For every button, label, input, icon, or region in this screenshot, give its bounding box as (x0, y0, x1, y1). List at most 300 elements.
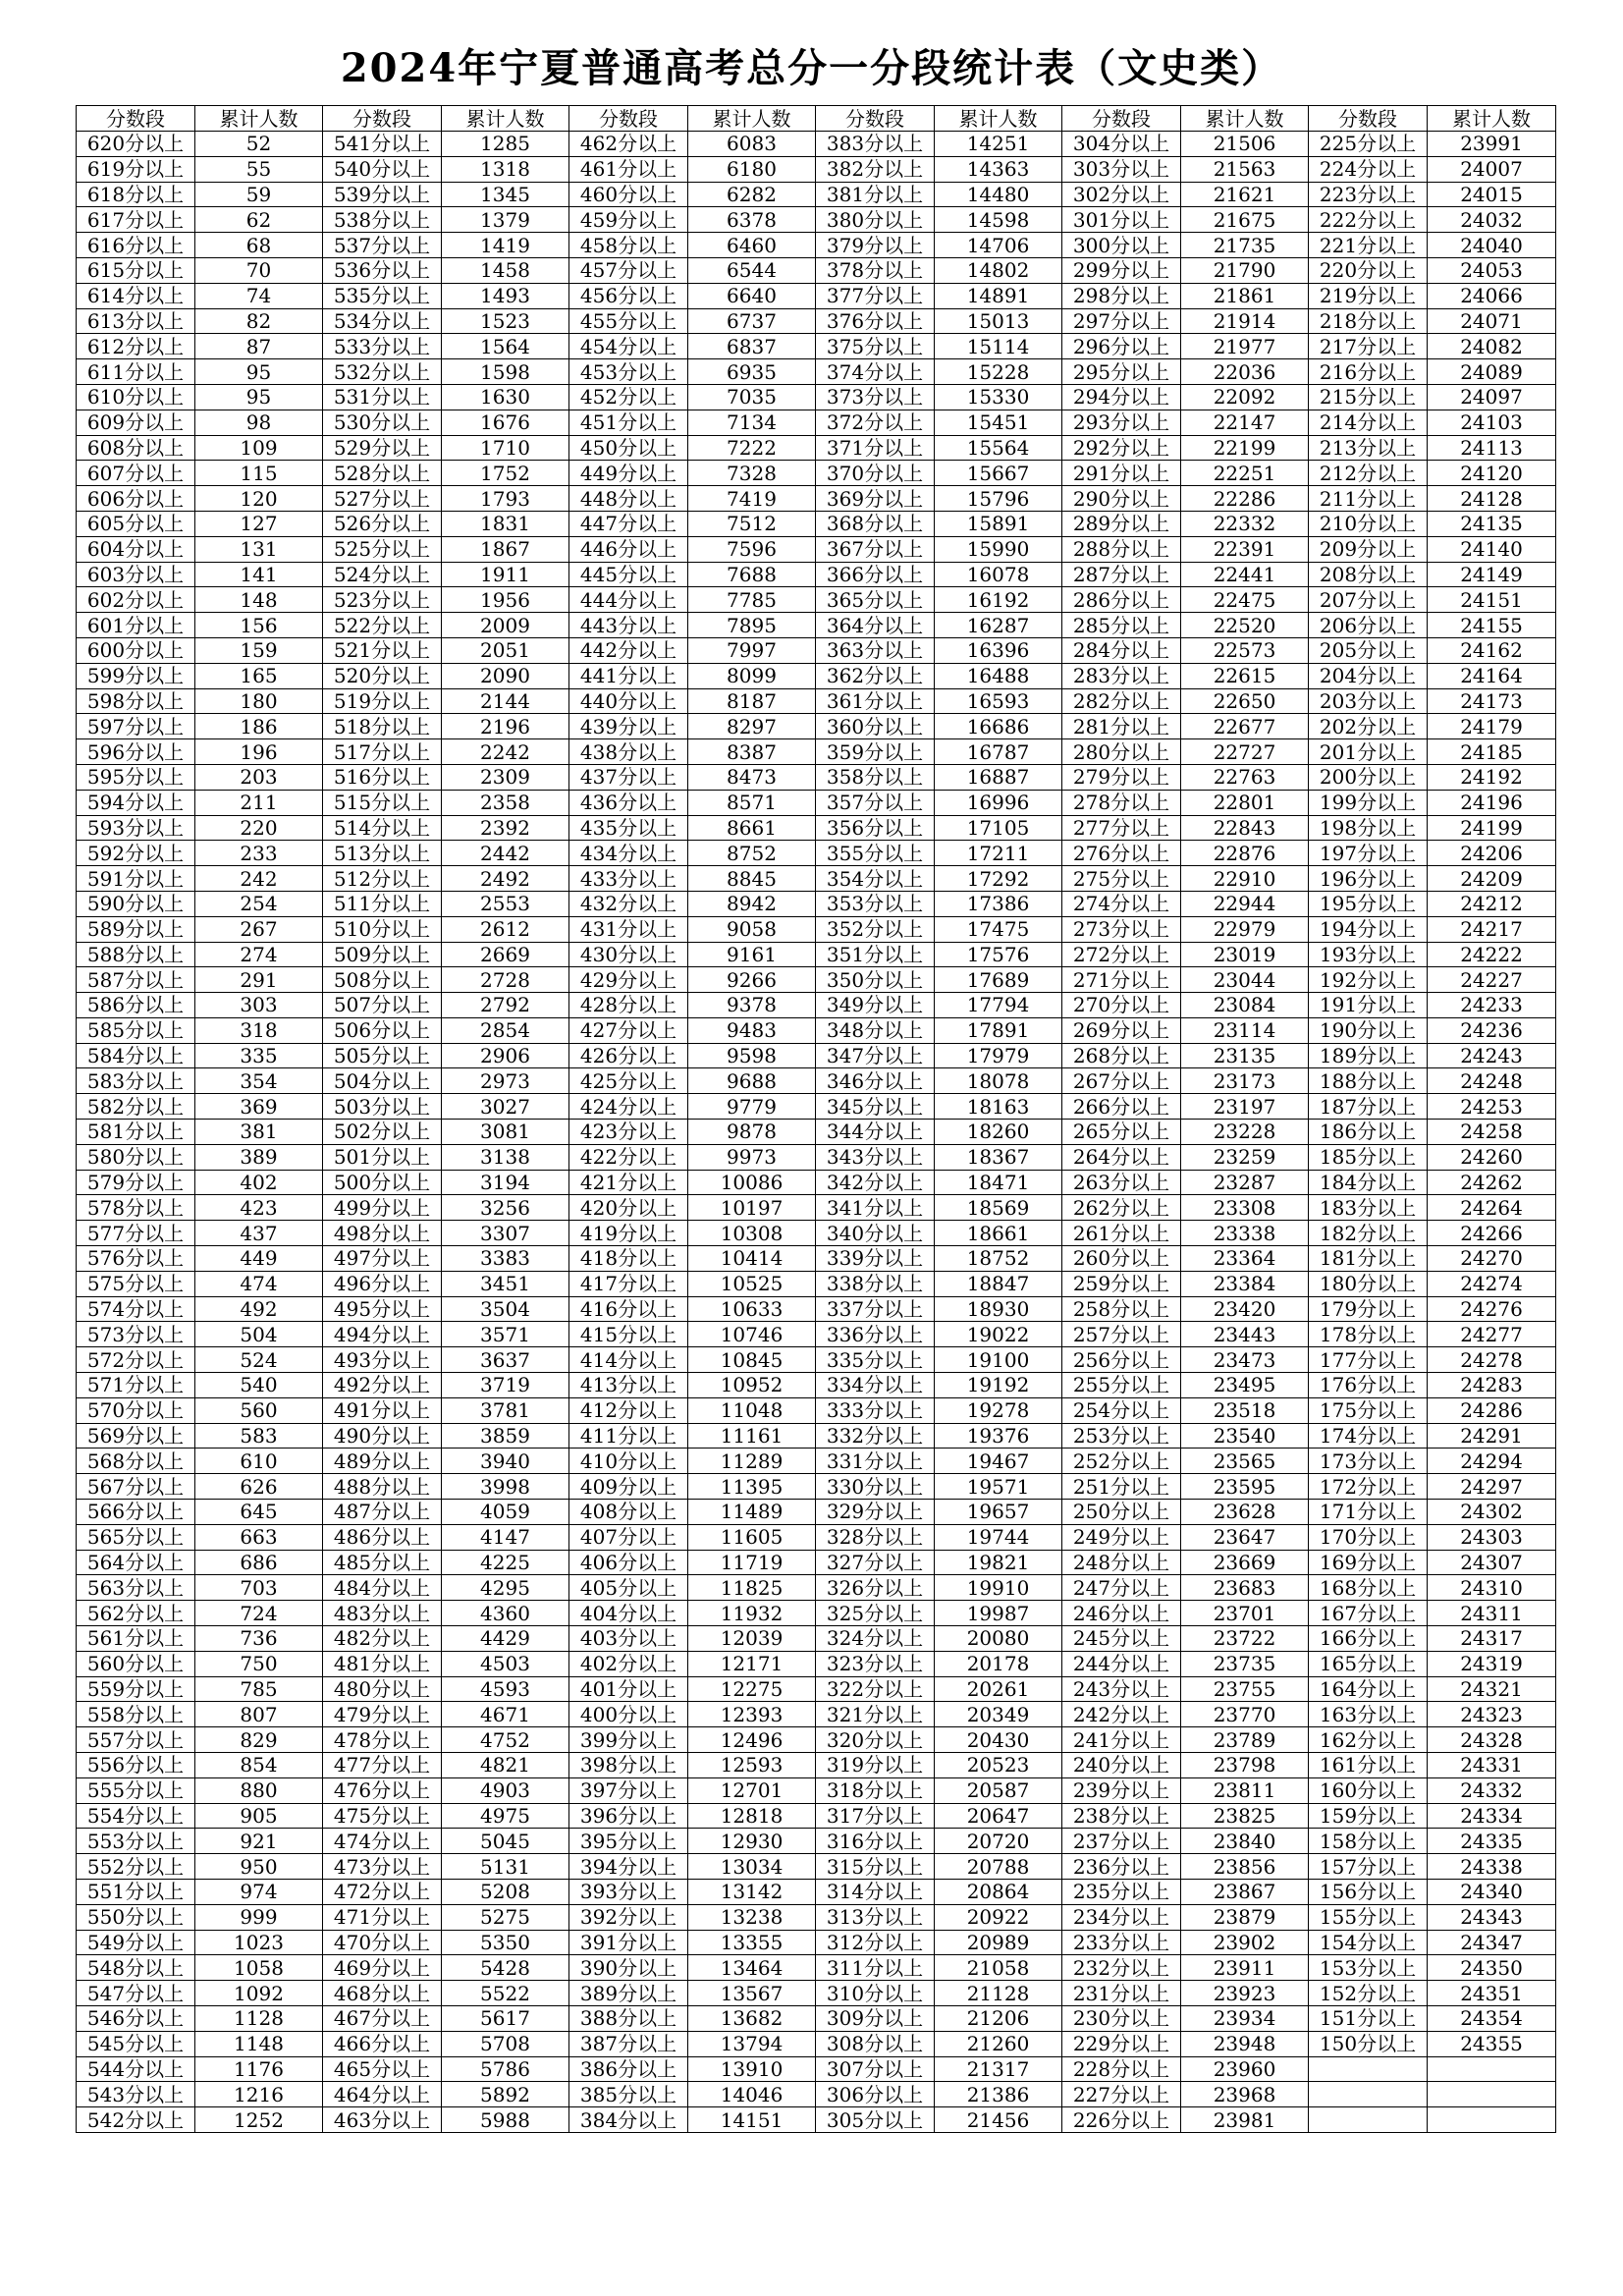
score-range-cell: 164分以上 (1309, 1676, 1428, 1702)
score-range-cell: 465分以上 (323, 2056, 442, 2082)
cumulative-count-cell: 5988 (442, 2107, 569, 2133)
table-row (77, 359, 1556, 385)
cumulative-count-cell: 159 (195, 637, 323, 663)
cumulative-count-cell: 10525 (688, 1271, 816, 1296)
score-range-cell: 564分以上 (77, 1550, 195, 1575)
score-range-cell: 585分以上 (77, 1017, 195, 1043)
score-range-cell: 366分以上 (816, 562, 935, 587)
score-range-cell: 455分以上 (569, 308, 688, 334)
score-range-cell: 538分以上 (323, 207, 442, 233)
score-range-cell: 190分以上 (1309, 1017, 1428, 1043)
score-range-cell: 577分以上 (77, 1221, 195, 1246)
cumulative-count-cell: 22727 (1181, 739, 1309, 765)
score-range-cell: 198分以上 (1309, 815, 1428, 841)
score-range-cell: 210分以上 (1309, 511, 1428, 536)
cumulative-count-cell: 22979 (1181, 916, 1309, 942)
score-range-cell: 261分以上 (1062, 1221, 1181, 1246)
score-range-cell: 486分以上 (323, 1524, 442, 1550)
cumulative-count-cell: 22286 (1181, 486, 1309, 512)
cumulative-count-cell: 4503 (442, 1651, 569, 1676)
table-row (77, 764, 1556, 790)
cumulative-count-cell: 10086 (688, 1170, 816, 1195)
cumulative-count-cell: 18569 (935, 1195, 1062, 1221)
score-range-cell: 292分以上 (1062, 435, 1181, 461)
score-range-cell: 496分以上 (323, 1271, 442, 1296)
cumulative-count-cell: 19744 (935, 1524, 1062, 1550)
cumulative-count-cell: 11932 (688, 1601, 816, 1626)
score-range-cell: 523分以上 (323, 587, 442, 613)
score-range-cell: 284分以上 (1062, 637, 1181, 663)
score-range-cell: 266分以上 (1062, 1094, 1181, 1120)
score-range-cell: 584分以上 (77, 1043, 195, 1068)
score-range-cell: 595分以上 (77, 764, 195, 790)
cumulative-count-cell: 95 (195, 359, 323, 385)
score-range-cell: 207分以上 (1309, 587, 1428, 613)
table-row (77, 1144, 1556, 1170)
score-range-cell: 278分以上 (1062, 790, 1181, 815)
cumulative-count-cell: 98 (195, 410, 323, 435)
score-range-cell: 494分以上 (323, 1322, 442, 1347)
score-range-cell: 469分以上 (323, 1955, 442, 1981)
score-range-cell: 461分以上 (569, 156, 688, 182)
score-range-cell: 401分以上 (569, 1676, 688, 1702)
cumulative-count-cell: 19376 (935, 1423, 1062, 1449)
score-range-cell: 439分以上 (569, 714, 688, 739)
cumulative-count-cell: 196 (195, 739, 323, 765)
score-range-cell: 562分以上 (77, 1601, 195, 1626)
score-range-cell: 571分以上 (77, 1373, 195, 1398)
score-range-cell: 596分以上 (77, 739, 195, 765)
cumulative-count-cell: 23840 (1181, 1829, 1309, 1854)
cumulative-count-cell: 20788 (935, 1854, 1062, 1880)
score-range-cell: 594分以上 (77, 790, 195, 815)
score-range-cell: 426分以上 (569, 1043, 688, 1068)
score-range-cell: 265分以上 (1062, 1120, 1181, 1145)
score-range-cell: 556分以上 (77, 1753, 195, 1778)
cumulative-count-cell: 23948 (1181, 2031, 1309, 2056)
cumulative-count-cell: 22391 (1181, 536, 1309, 562)
cumulative-count-cell: 21621 (1181, 182, 1309, 207)
score-range-cell: 497分以上 (323, 1246, 442, 1272)
table-row (77, 613, 1556, 638)
cumulative-count-cell: 23722 (1181, 1626, 1309, 1652)
score-range-cell: 472分以上 (323, 1879, 442, 1904)
score-range-cell: 576分以上 (77, 1246, 195, 1272)
score-range-cell: 543分以上 (77, 2082, 195, 2107)
score-range-cell: 415分以上 (569, 1322, 688, 1347)
score-range-cell: 394分以上 (569, 1854, 688, 1880)
score-range-cell: 294分以上 (1062, 384, 1181, 410)
cumulative-count-cell: 15667 (935, 461, 1062, 486)
score-range-cell: 420分以上 (569, 1195, 688, 1221)
score-range-cell: 274分以上 (1062, 891, 1181, 916)
score-range-cell: 215分以上 (1309, 384, 1428, 410)
cumulative-count-cell: 16488 (935, 663, 1062, 688)
cumulative-count-cell: 437 (195, 1221, 323, 1246)
score-range-cell: 243分以上 (1062, 1676, 1181, 1702)
header-score-range: 分数段 (1309, 106, 1428, 132)
cumulative-count-cell: 13238 (688, 1904, 816, 1930)
cumulative-count-cell: 3194 (442, 1170, 569, 1195)
score-range-cell: 331分以上 (816, 1449, 935, 1474)
cumulative-count-cell: 303 (195, 993, 323, 1018)
table-row (77, 688, 1556, 714)
score-range-cell: 449分以上 (569, 461, 688, 486)
score-range-cell: 386分以上 (569, 2056, 688, 2082)
table-row (77, 1854, 1556, 1880)
cumulative-count-cell: 274 (195, 942, 323, 967)
cumulative-count-cell: 16593 (935, 688, 1062, 714)
score-range-cell: 610分以上 (77, 384, 195, 410)
cumulative-count-cell: 703 (195, 1575, 323, 1601)
score-range-cell: 558分以上 (77, 1702, 195, 1727)
score-range-cell: 533分以上 (323, 334, 442, 359)
header-score-range: 分数段 (1062, 106, 1181, 132)
cumulative-count-cell: 24321 (1428, 1676, 1556, 1702)
table-row (77, 308, 1556, 334)
score-range-cell: 201分以上 (1309, 739, 1428, 765)
score-range-cell: 314分以上 (816, 1879, 935, 1904)
cumulative-count-cell: 22036 (1181, 359, 1309, 385)
score-range-cell: 434分以上 (569, 841, 688, 866)
score-range-cell: 221分以上 (1309, 233, 1428, 258)
score-range-cell: 322分以上 (816, 1676, 935, 1702)
cumulative-count-cell: 18163 (935, 1094, 1062, 1120)
score-range-cell: 447分以上 (569, 511, 688, 536)
cumulative-count-cell: 905 (195, 1803, 323, 1829)
score-range-cell: 326分以上 (816, 1575, 935, 1601)
cumulative-count-cell: 233 (195, 841, 323, 866)
score-range-cell: 242分以上 (1062, 1702, 1181, 1727)
score-range-cell: 547分以上 (77, 1981, 195, 2006)
table-row (77, 334, 1556, 359)
table-row (77, 2107, 1556, 2133)
cumulative-count-cell: 4821 (442, 1753, 569, 1778)
score-range-cell: 566分以上 (77, 1500, 195, 1525)
score-range-cell: 313分以上 (816, 1904, 935, 1930)
cumulative-count-cell: 492 (195, 1296, 323, 1322)
score-range-cell: 250分以上 (1062, 1500, 1181, 1525)
cumulative-count-cell: 8387 (688, 739, 816, 765)
score-range-cell: 587分以上 (77, 967, 195, 993)
cumulative-count-cell: 24278 (1428, 1347, 1556, 1373)
cumulative-count-cell: 5131 (442, 1854, 569, 1880)
cumulative-count-cell: 449 (195, 1246, 323, 1272)
cumulative-count-cell: 2358 (442, 790, 569, 815)
score-range-cell: 233分以上 (1062, 1930, 1181, 1955)
table-row (77, 182, 1556, 207)
score-range-cell: 529分以上 (323, 435, 442, 461)
score-range-cell: 414分以上 (569, 1347, 688, 1373)
cumulative-count-cell: 24212 (1428, 891, 1556, 916)
score-range-cell: 436分以上 (569, 790, 688, 815)
table-row (77, 1904, 1556, 1930)
score-range-cell: 443分以上 (569, 613, 688, 638)
cumulative-count-cell: 12593 (688, 1753, 816, 1778)
cumulative-count-cell: 9688 (688, 1068, 816, 1094)
score-range-cell: 479分以上 (323, 1702, 442, 1727)
cumulative-count-cell: 23197 (1181, 1094, 1309, 1120)
score-range-cell: 606分以上 (77, 486, 195, 512)
score-range-cell: 277分以上 (1062, 815, 1181, 841)
score-range-cell: 620分以上 (77, 132, 195, 157)
score-range-cell: 598分以上 (77, 688, 195, 714)
score-range-cell: 542分以上 (77, 2107, 195, 2133)
score-range-cell: 255分以上 (1062, 1373, 1181, 1398)
cumulative-count-cell: 23934 (1181, 2005, 1309, 2031)
cumulative-count-cell: 24128 (1428, 486, 1556, 512)
cumulative-count-cell: 23789 (1181, 1727, 1309, 1753)
score-range-cell: 163分以上 (1309, 1702, 1428, 1727)
cumulative-count-cell: 8297 (688, 714, 816, 739)
cumulative-count-cell: 4429 (442, 1626, 569, 1652)
score-range-cell: 396分以上 (569, 1803, 688, 1829)
cumulative-count-cell: 21456 (935, 2107, 1062, 2133)
score-range-cell: 565分以上 (77, 1524, 195, 1550)
score-range-cell: 179分以上 (1309, 1296, 1428, 1322)
score-range-cell: 462分以上 (569, 132, 688, 157)
cumulative-count-cell: 19100 (935, 1347, 1062, 1373)
score-range-cell: 288分以上 (1062, 536, 1181, 562)
cumulative-count-cell: 13794 (688, 2031, 816, 2056)
cumulative-count-cell: 13034 (688, 1854, 816, 1880)
table-row (77, 1575, 1556, 1601)
score-range-cell: 270分以上 (1062, 993, 1181, 1018)
cumulative-count-cell: 24323 (1428, 1702, 1556, 1727)
cumulative-count-cell: 15796 (935, 486, 1062, 512)
score-range-cell: 281分以上 (1062, 714, 1181, 739)
score-range-cell: 392分以上 (569, 1904, 688, 1930)
cumulative-count-cell: 148 (195, 587, 323, 613)
cumulative-count-cell: 20720 (935, 1829, 1062, 1854)
cumulative-count-cell: 55 (195, 156, 323, 182)
cumulative-count-cell: 3571 (442, 1322, 569, 1347)
cumulative-count-cell: 750 (195, 1651, 323, 1676)
table-row (77, 1879, 1556, 1904)
cumulative-count-cell: 560 (195, 1397, 323, 1423)
score-range-cell: 516分以上 (323, 764, 442, 790)
score-range-cell: 432分以上 (569, 891, 688, 916)
cumulative-count-cell: 24266 (1428, 1221, 1556, 1246)
cumulative-count-cell: 24351 (1428, 1981, 1556, 2006)
cumulative-count-cell: 24151 (1428, 587, 1556, 613)
cumulative-count-cell: 11048 (688, 1397, 816, 1423)
score-range-cell: 423分以上 (569, 1120, 688, 1145)
cumulative-count-cell: 5275 (442, 1904, 569, 1930)
cumulative-count-cell: 3027 (442, 1094, 569, 1120)
cumulative-count-cell: 24089 (1428, 359, 1556, 385)
cumulative-count-cell: 22801 (1181, 790, 1309, 815)
score-range-cell: 154分以上 (1309, 1930, 1428, 1955)
cumulative-count-cell: 8571 (688, 790, 816, 815)
score-range-cell: 586分以上 (77, 993, 195, 1018)
cumulative-count-cell: 6180 (688, 156, 816, 182)
cumulative-count-cell: 23669 (1181, 1550, 1309, 1575)
cumulative-count-cell: 23287 (1181, 1170, 1309, 1195)
score-range-cell: 381分以上 (816, 182, 935, 207)
cumulative-count-cell: 18367 (935, 1144, 1062, 1170)
cumulative-count-cell: 24185 (1428, 739, 1556, 765)
cumulative-count-cell: 12496 (688, 1727, 816, 1753)
score-range-cell: 232分以上 (1062, 1955, 1181, 1981)
score-range-cell: 590分以上 (77, 891, 195, 916)
score-range-cell: 334分以上 (816, 1373, 935, 1398)
cumulative-count-cell: 115 (195, 461, 323, 486)
cumulative-count-cell: 20178 (935, 1651, 1062, 1676)
score-range-cell: 410分以上 (569, 1449, 688, 1474)
score-range-cell: 222分以上 (1309, 207, 1428, 233)
score-range-cell: 534分以上 (323, 308, 442, 334)
score-range-cell: 601分以上 (77, 613, 195, 638)
table-row (77, 1981, 1556, 2006)
cumulative-count-cell: 23114 (1181, 1017, 1309, 1043)
table-row (77, 1702, 1556, 1727)
score-range-cell: 367分以上 (816, 536, 935, 562)
score-range-cell: 282分以上 (1062, 688, 1181, 714)
cumulative-count-cell: 24179 (1428, 714, 1556, 739)
score-range-cell: 451分以上 (569, 410, 688, 435)
cumulative-count-cell: 626 (195, 1474, 323, 1500)
cumulative-count-cell: 24040 (1428, 233, 1556, 258)
cumulative-count-cell: 3383 (442, 1246, 569, 1272)
score-range-cell: 360分以上 (816, 714, 935, 739)
table-row (77, 1120, 1556, 1145)
cumulative-count-cell: 24196 (1428, 790, 1556, 815)
header-cumulative-count: 累计人数 (442, 106, 569, 132)
cumulative-count-cell: 24097 (1428, 384, 1556, 410)
cumulative-count-cell: 23495 (1181, 1373, 1309, 1398)
table-row (77, 1170, 1556, 1195)
cumulative-count-cell: 23308 (1181, 1195, 1309, 1221)
score-range-cell: 368分以上 (816, 511, 935, 536)
cumulative-count-cell: 24264 (1428, 1195, 1556, 1221)
score-range-cell: 271分以上 (1062, 967, 1181, 993)
cumulative-count-cell: 8473 (688, 764, 816, 790)
cumulative-count-cell: 211 (195, 790, 323, 815)
cumulative-count-cell: 17475 (935, 916, 1062, 942)
table-row (77, 1803, 1556, 1829)
score-range-cell: 237分以上 (1062, 1829, 1181, 1854)
cumulative-count-cell: 10746 (688, 1322, 816, 1347)
score-range-cell: 319分以上 (816, 1753, 935, 1778)
score-range-cell: 181分以上 (1309, 1246, 1428, 1272)
cumulative-count-cell: 10952 (688, 1373, 816, 1398)
cumulative-count-cell: 15330 (935, 384, 1062, 410)
score-range-cell: 328分以上 (816, 1524, 935, 1550)
score-range-cell: 445分以上 (569, 562, 688, 587)
cumulative-count-cell: 21317 (935, 2056, 1062, 2082)
cumulative-count-cell: 24113 (1428, 435, 1556, 461)
cumulative-count-cell: 20261 (935, 1676, 1062, 1702)
cumulative-count-cell: 1458 (442, 257, 569, 283)
cumulative-count-cell: 1676 (442, 410, 569, 435)
cumulative-count-cell: 24066 (1428, 283, 1556, 308)
score-range-cell: 259分以上 (1062, 1271, 1181, 1296)
cumulative-count-cell: 2196 (442, 714, 569, 739)
cumulative-count-cell: 785 (195, 1676, 323, 1702)
cumulative-count-cell: 21914 (1181, 308, 1309, 334)
score-range-cell: 483分以上 (323, 1601, 442, 1626)
score-range-cell: 336分以上 (816, 1322, 935, 1347)
cumulative-count-cell: 3138 (442, 1144, 569, 1170)
score-range-cell: 309分以上 (816, 2005, 935, 2031)
score-range-cell: 333分以上 (816, 1397, 935, 1423)
score-range-cell: 267分以上 (1062, 1068, 1181, 1094)
table-row (77, 1550, 1556, 1575)
score-range-cell: 438分以上 (569, 739, 688, 765)
cumulative-count-cell: 1911 (442, 562, 569, 587)
cumulative-count-cell: 1493 (442, 283, 569, 308)
table-row (77, 1296, 1556, 1322)
cumulative-count-cell: 736 (195, 1626, 323, 1652)
table-row (77, 790, 1556, 815)
cumulative-count-cell: 24350 (1428, 1955, 1556, 1981)
score-range-cell: 214分以上 (1309, 410, 1428, 435)
table-row (77, 993, 1556, 1018)
cumulative-count-cell: 1252 (195, 2107, 323, 2133)
cumulative-count-cell: 11161 (688, 1423, 816, 1449)
cumulative-count-cell: 7035 (688, 384, 816, 410)
score-range-cell: 536分以上 (323, 257, 442, 283)
score-range-cell: 176分以上 (1309, 1373, 1428, 1398)
cumulative-count-cell: 504 (195, 1322, 323, 1347)
score-range-cell: 530分以上 (323, 410, 442, 435)
score-range-cell: 316分以上 (816, 1829, 935, 1854)
score-range-cell: 382分以上 (816, 156, 935, 182)
cumulative-count-cell: 23981 (1181, 2107, 1309, 2133)
score-range-cell: 161分以上 (1309, 1753, 1428, 1778)
cumulative-count-cell: 22615 (1181, 663, 1309, 688)
score-range-cell: 239分以上 (1062, 1777, 1181, 1803)
cumulative-count-cell: 70 (195, 257, 323, 283)
score-range-cell: 376分以上 (816, 308, 935, 334)
cumulative-count-cell: 24248 (1428, 1068, 1556, 1094)
cumulative-count-cell: 23825 (1181, 1803, 1309, 1829)
score-range-cell (1309, 2082, 1428, 2107)
cumulative-count-cell: 3256 (442, 1195, 569, 1221)
score-range-cell: 303分以上 (1062, 156, 1181, 182)
score-range-cell: 589分以上 (77, 916, 195, 942)
cumulative-count-cell: 663 (195, 1524, 323, 1550)
score-range-cell: 406分以上 (569, 1550, 688, 1575)
cumulative-count-cell: 3998 (442, 1474, 569, 1500)
table-row (77, 1043, 1556, 1068)
score-range-cell: 582分以上 (77, 1094, 195, 1120)
score-range-cell: 583分以上 (77, 1068, 195, 1094)
score-range-cell: 513分以上 (323, 841, 442, 866)
cumulative-count-cell: 127 (195, 511, 323, 536)
cumulative-count-cell: 23518 (1181, 1397, 1309, 1423)
cumulative-count-cell: 4975 (442, 1803, 569, 1829)
cumulative-count-cell: 12171 (688, 1651, 816, 1676)
score-range-cell: 421分以上 (569, 1170, 688, 1195)
table-row (77, 1955, 1556, 1981)
score-range-cell: 289分以上 (1062, 511, 1181, 536)
cumulative-count-cell: 24328 (1428, 1727, 1556, 1753)
score-range-cell: 501分以上 (323, 1144, 442, 1170)
cumulative-count-cell: 23991 (1428, 132, 1556, 157)
score-range-cell: 567分以上 (77, 1474, 195, 1500)
cumulative-count-cell: 24053 (1428, 257, 1556, 283)
cumulative-count-cell: 354 (195, 1068, 323, 1094)
table-row (77, 435, 1556, 461)
score-range-cell: 293分以上 (1062, 410, 1181, 435)
cumulative-count-cell: 24334 (1428, 1803, 1556, 1829)
score-range-cell: 225分以上 (1309, 132, 1428, 157)
score-range-cell: 170分以上 (1309, 1524, 1428, 1550)
cumulative-count-cell: 24007 (1428, 156, 1556, 182)
score-range-cell: 593分以上 (77, 815, 195, 841)
